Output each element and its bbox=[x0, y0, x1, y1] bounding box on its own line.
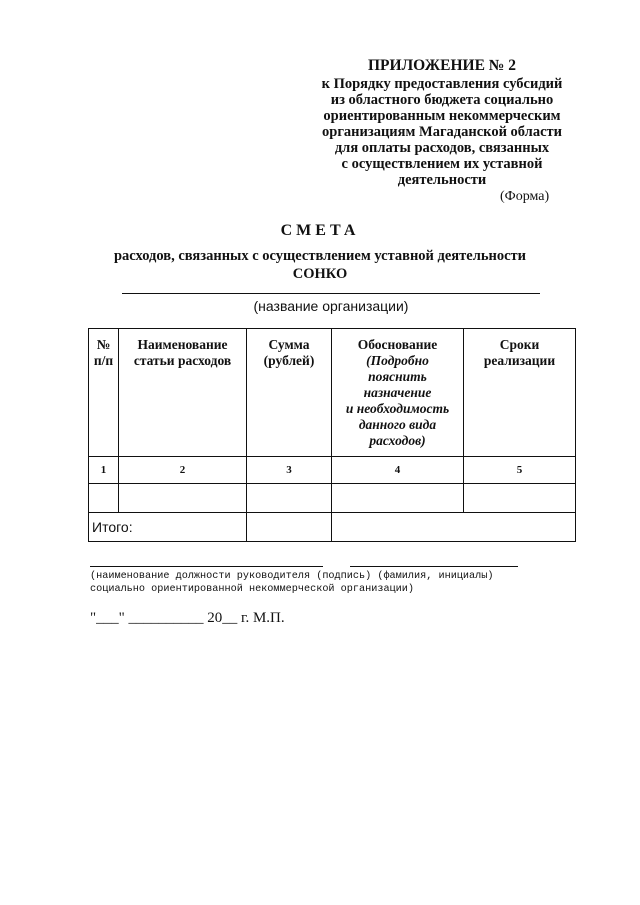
appendix-line: с осуществлением их уставной bbox=[341, 156, 543, 172]
column-number-row bbox=[89, 457, 576, 484]
header-sum bbox=[247, 329, 332, 457]
table-cell bbox=[332, 484, 464, 513]
appendix-title: ПРИЛОЖЕНИЕ № 2 bbox=[368, 57, 516, 74]
appendix-line: из областного бюджета социально bbox=[330, 92, 554, 108]
name-initials-line bbox=[350, 566, 518, 567]
signature-caption-line: (наименование должности руководителя (подпись) (фамилия, инициалы) bbox=[90, 571, 494, 582]
table-row bbox=[89, 484, 576, 513]
header-note: расходов) bbox=[369, 433, 426, 448]
table-cell bbox=[89, 484, 119, 513]
appendix-line: к Порядку предоставления субсидий bbox=[321, 76, 563, 92]
column-number: 3 bbox=[247, 457, 332, 484]
header-text: Наименование bbox=[137, 337, 228, 352]
appendix-block bbox=[310, 58, 574, 188]
appendix-line: деятельности bbox=[397, 172, 487, 188]
subtitle-line: СОНКО bbox=[292, 266, 348, 282]
column-number: 1 bbox=[89, 457, 119, 484]
total-sum-cell bbox=[247, 513, 332, 542]
organization-name-line bbox=[122, 293, 540, 294]
subtitle-line: расходов, связанных с осуществлением уставной деятельности bbox=[113, 248, 527, 264]
header-item bbox=[119, 329, 247, 457]
date-stamp-line: "___" __________ 20__ г. М.П. bbox=[90, 610, 285, 626]
header-reason bbox=[332, 329, 464, 457]
table-cell bbox=[247, 484, 332, 513]
form-label: (Форма) bbox=[500, 189, 550, 204]
table-cell bbox=[119, 484, 247, 513]
organization-caption: (название организации) bbox=[253, 298, 409, 314]
header-text: п/п bbox=[93, 353, 114, 368]
appendix-line: ориентированным некоммерческим bbox=[323, 108, 561, 124]
header-text: Сроки bbox=[499, 337, 540, 352]
header-text: Обоснование bbox=[357, 337, 438, 352]
header-number bbox=[89, 329, 119, 457]
column-number: 4 bbox=[332, 457, 464, 484]
header-text: (рублей) bbox=[263, 353, 315, 368]
column-number: 5 bbox=[464, 457, 576, 484]
table-cell bbox=[464, 484, 576, 513]
budget-table bbox=[88, 328, 576, 542]
appendix-line: организациям Магаданской области bbox=[322, 124, 562, 140]
total-label: Итого: bbox=[89, 513, 247, 542]
header-note: и необходимость bbox=[345, 401, 450, 416]
header-text: статьи расходов bbox=[133, 353, 232, 368]
table-header-row bbox=[89, 329, 576, 457]
signature-caption bbox=[90, 570, 550, 596]
header-text: Сумма bbox=[268, 337, 310, 352]
header-terms bbox=[464, 329, 576, 457]
header-text: № bbox=[96, 337, 111, 352]
document-title: СМЕТА bbox=[280, 222, 360, 239]
total-rest-cell bbox=[332, 513, 576, 542]
header-note: (Подробно bbox=[366, 353, 429, 368]
header-note: назначение bbox=[363, 385, 432, 400]
header-note: данного вида bbox=[358, 417, 437, 432]
signature-caption-line: социально ориентированной некоммерческой организации) bbox=[90, 584, 415, 595]
header-text: реализации bbox=[483, 353, 556, 368]
document-subtitle bbox=[80, 247, 560, 283]
total-row bbox=[89, 513, 576, 542]
column-number: 2 bbox=[119, 457, 247, 484]
position-signature-line bbox=[90, 566, 323, 567]
header-note: пояснить bbox=[368, 369, 427, 384]
appendix-line: для оплаты расходов, связанных bbox=[334, 140, 550, 156]
